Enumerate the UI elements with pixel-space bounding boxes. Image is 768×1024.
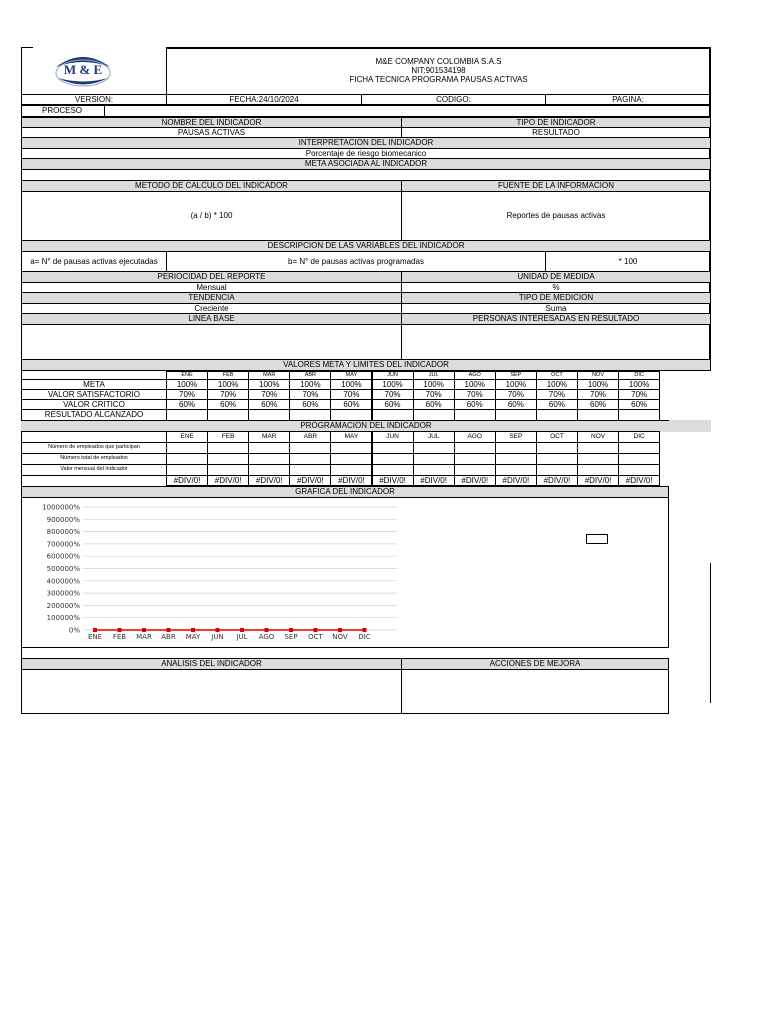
limits-value-cell: 70% (618, 389, 660, 400)
chart-point (118, 628, 122, 632)
chart-title: GRAFICA DEL INDICADOR (21, 486, 669, 498)
programming-month-header: ENE (166, 431, 208, 443)
limits-value-cell: 60% (248, 399, 290, 410)
process-value (104, 105, 711, 117)
result-label: RESULTADO ALCANZADO (21, 409, 167, 421)
actions-label: ACCIONES DE MEJORA (401, 658, 669, 670)
limits-value-cell: 70% (166, 389, 208, 400)
period-label: PERIOCIDAD DEL REPORTE (21, 271, 402, 283)
chart-y-tick-label: 800000% (46, 528, 80, 537)
limits-month-header: ENE (166, 371, 208, 380)
chart-x-tick-label: JUL (236, 633, 248, 641)
programming-result-cell: #DIV/0! (248, 475, 290, 486)
baseline-value (21, 324, 402, 360)
limits-value-cell: 60% (577, 399, 619, 410)
programming-month-header: MAR (248, 431, 290, 443)
limits-month-header: MAY (330, 371, 372, 380)
chart-y-tick-label: 300000% (46, 589, 80, 598)
limits-value-cell: 100% (248, 379, 290, 390)
indicator-type-value: RESULTADO (401, 127, 711, 138)
programming-row-label: Número de empleados que participan (21, 442, 167, 454)
programming-month-header: JUN (372, 431, 414, 443)
baseline-label: LINEA BASE (21, 313, 402, 325)
chart-point (265, 628, 269, 632)
code-label: CODIGO: (361, 94, 546, 105)
chart-y-tick-label: 900000% (46, 515, 80, 524)
programming-month-header: NOV (577, 431, 619, 443)
limits-value-cell: 60% (454, 399, 496, 410)
limits-month-header: FEB (207, 371, 249, 380)
programming-month-header: MAY (330, 431, 372, 443)
chart-y-tick-label: 600000% (46, 552, 80, 561)
programming-month-header: SEP (495, 431, 537, 443)
programming-result-cell: #DIV/0! (618, 475, 660, 486)
limits-month-header: AGO (454, 371, 496, 380)
programming-result-cell: #DIV/0! (372, 475, 414, 486)
indicator-name-value: PAUSAS ACTIVAS (21, 127, 402, 138)
company-logo (52, 51, 114, 91)
limits-value-cell: 60% (536, 399, 578, 410)
method-value: (a / b) * 100 (21, 191, 402, 241)
unit-value: % (401, 282, 711, 293)
chart-x-tick-label: JUN (211, 633, 224, 641)
variable-factor: * 100 (545, 251, 711, 272)
chart-x-tick-label: DIC (358, 633, 371, 641)
company-nit: NIT:901534198 (411, 66, 466, 75)
document-title: FICHA TECNICA PROGRAMA PAUSAS ACTIVAS (349, 75, 528, 84)
date-label: FECHA:24/10/2024 (166, 94, 362, 105)
programming-result-cell: #DIV/0! (495, 475, 537, 486)
chart-y-tick-label: 700000% (46, 540, 80, 549)
chart-point (363, 628, 367, 632)
limits-value-cell: 60% (166, 399, 208, 410)
programming-result-cell: #DIV/0! (413, 475, 455, 486)
limits-value-cell: 70% (330, 389, 372, 400)
limits-value-cell: 60% (289, 399, 331, 410)
limits-month-header: DIC (618, 371, 660, 380)
programming-title: PROGRAMACION DEL INDICADOR (21, 420, 711, 432)
limits-value-cell: 100% (372, 379, 414, 390)
limits-row-label: VALOR SATISFACTORIO (21, 389, 167, 400)
limits-month-header: SEP (495, 371, 537, 380)
programming-result-cell: #DIV/0! (454, 475, 496, 486)
chart-point (289, 628, 293, 632)
limits-value-cell: 100% (166, 379, 208, 390)
trend-label: TENDENCIA (21, 292, 402, 304)
measure-type-label: TIPO DE MEDICION (401, 292, 711, 304)
limits-row-label: META (21, 379, 167, 390)
limits-title: VALORES META Y LIMITES DEL INDICADOR (21, 359, 711, 371)
analysis-label: ANALISIS DEL INDICADOR (21, 658, 402, 670)
limits-month-header: NOV (577, 371, 619, 380)
programming-month-header: DIC (618, 431, 660, 443)
chart-x-tick-label: NOV (332, 633, 348, 641)
limits-value-cell: 100% (330, 379, 372, 390)
stakeholders-value (401, 324, 711, 360)
chart-point (191, 628, 195, 632)
chart-x-tick-label: AGO (258, 633, 275, 641)
programming-month-header: JUL (413, 431, 455, 443)
programming-month-header: AGO (454, 431, 496, 443)
chart-point (240, 628, 244, 632)
limits-value-cell: 60% (618, 399, 660, 410)
limits-value-cell: 60% (207, 399, 249, 410)
variables-label: DESCRIPCION DE LAS VARIABLES DEL INDICADOR (21, 240, 711, 252)
stakeholders-label: PERSONAS INTERESADAS EN RESULTADO (401, 313, 711, 325)
limits-value-cell: 70% (495, 389, 537, 400)
chart-y-tick-label: 1000000% (42, 503, 80, 512)
chart-point (216, 628, 220, 632)
limits-month-header: OCT (536, 371, 578, 380)
indicator-name-label: NOMBRE DEL INDICADOR (21, 117, 402, 128)
variable-b: b= N° de pausas activas programadas (166, 251, 546, 272)
source-label: FUENTE DE LA INFORMACION (401, 180, 711, 192)
limits-value-cell: 70% (577, 389, 619, 400)
limits-value-cell: 70% (248, 389, 290, 400)
programming-result-cell: #DIV/0! (166, 475, 208, 486)
limits-value-cell: 70% (372, 389, 414, 400)
period-value: Mensual (21, 282, 402, 293)
programming-row-label: Número total de empleados (21, 453, 167, 465)
limits-value-cell: 100% (413, 379, 455, 390)
programming-month-header: ABR (289, 431, 331, 443)
limits-value-cell: 70% (413, 389, 455, 400)
limits-value-cell: 60% (413, 399, 455, 410)
limits-value-cell: 100% (289, 379, 331, 390)
analysis-value (21, 669, 402, 714)
chart-point (167, 628, 171, 632)
limits-value-cell: 100% (495, 379, 537, 390)
programming-month-header: OCT (536, 431, 578, 443)
programming-row-label: Valor mensual del indicador (21, 464, 167, 476)
chart-y-tick-label: 100000% (46, 614, 80, 623)
version-label: VERSION: (21, 94, 167, 105)
page-label: PAGINA: (545, 94, 711, 105)
chart-x-tick-label: OCT (308, 633, 323, 641)
chart-y-tick-label: 400000% (46, 577, 80, 586)
programming-result-cell: #DIV/0! (289, 475, 331, 486)
chart-y-tick-label: 0% (68, 626, 80, 635)
chart-x-tick-label: MAR (136, 633, 152, 641)
limits-value-cell: 70% (289, 389, 331, 400)
limits-value-cell: 100% (536, 379, 578, 390)
limits-value-cell: 60% (495, 399, 537, 410)
chart-x-tick-label: ENE (87, 633, 103, 641)
chart-y-tick-label: 200000% (46, 601, 80, 610)
limits-row-label: VALOR CRITICO (21, 399, 167, 410)
chart-x-tick-label: SEP (284, 633, 298, 641)
chart-x-tick-label: ABR (161, 633, 176, 641)
chart-x-tick-label: FEB (112, 633, 127, 641)
limits-value-cell: 70% (207, 389, 249, 400)
logo-text: M & E (63, 62, 103, 77)
measure-type-value: Suma (401, 303, 711, 314)
limits-value-cell: 100% (207, 379, 249, 390)
goal-label: META ASOCIADA AL INDICADOR (21, 158, 711, 170)
interpretation-label: INTERPRETACION DEL INDICADOR (21, 137, 711, 149)
company-name: M&E COMPANY COLOMBIA S.A.S (375, 57, 502, 66)
limits-value-cell: 100% (454, 379, 496, 390)
programming-result-cell: #DIV/0! (207, 475, 249, 486)
chart-point (142, 628, 146, 632)
limits-value-cell: 100% (577, 379, 619, 390)
programming-month-header: FEB (207, 431, 249, 443)
unit-label: UNIDAD DE MEDIDA (401, 271, 711, 283)
indicator-chart (27, 500, 403, 645)
limits-value-cell: 70% (454, 389, 496, 400)
limits-month-header: JUL (413, 371, 455, 380)
method-label: METODO DE CALCULO DEL INDICADOR (21, 180, 402, 192)
limits-value-cell: 60% (330, 399, 372, 410)
programming-result-cell: #DIV/0! (536, 475, 578, 486)
chart-point (338, 628, 342, 632)
programming-result-cell: #DIV/0! (330, 475, 372, 486)
programming-result-cell: #DIV/0! (577, 475, 619, 486)
chart-point (93, 628, 97, 632)
source-value: Reportes de pausas activas (401, 191, 711, 241)
limits-month-header: JUN (372, 371, 414, 380)
actions-value (401, 669, 669, 714)
variable-a: a= N° de pausas activas ejecutadas (21, 251, 167, 272)
process-label: PROCESO (21, 105, 105, 117)
chart-y-tick-label: 500000% (46, 565, 80, 573)
limits-value-cell: 60% (372, 399, 414, 410)
chart-x-tick-label: MAY (185, 633, 201, 641)
limits-value-cell: 100% (618, 379, 660, 390)
interpretation-value: Porcentaje de riesgo biomecanico (21, 148, 711, 159)
chart-point (314, 628, 318, 632)
limits-month-header: ABR (289, 371, 331, 380)
limits-value-cell: 70% (536, 389, 578, 400)
trend-value: Creciente (21, 303, 402, 314)
limits-month-header: MAR (248, 371, 290, 380)
chart-legend-box (586, 534, 608, 544)
indicator-type-label: TIPO DE INDICADOR (401, 117, 711, 128)
